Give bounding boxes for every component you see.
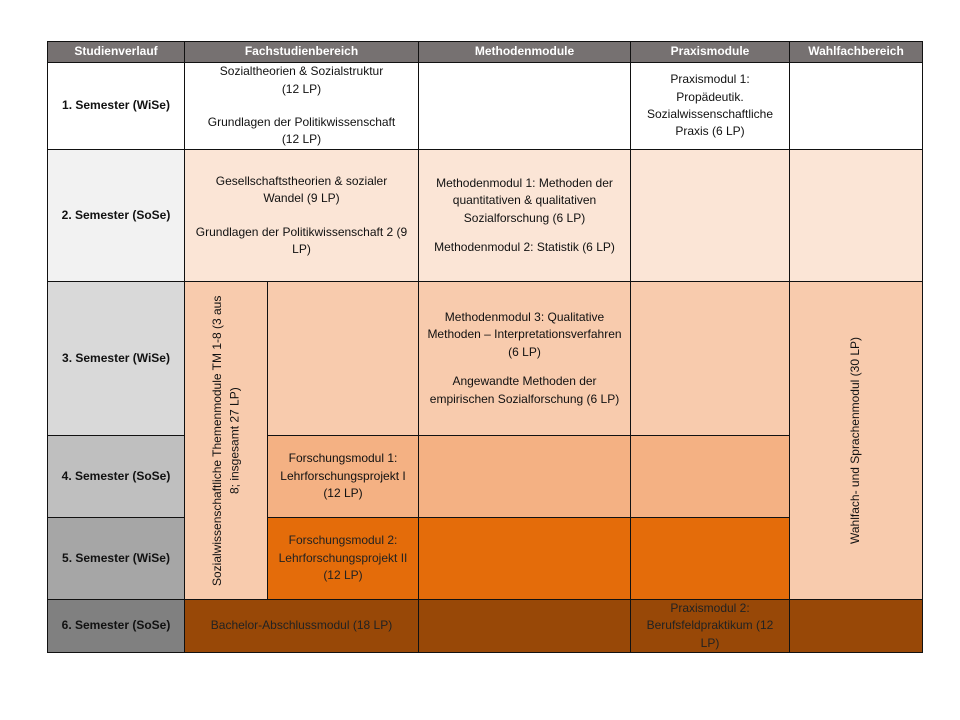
fach-semester-5 [267, 517, 419, 600]
module-themenmodule: Sozialwissenschaftliche Themenmodule TM 1-8 (3 aus 8; insgesamt 27 LP) [209, 295, 241, 586]
themenmodule-cell [184, 281, 268, 600]
header-fachstudienbereich: Fachstudienbereich [184, 41, 419, 63]
praxis-semester-2 [630, 149, 790, 282]
module-forschungsmodul-2: Forschungsmodul 2: Lehrforschungsprojekt II (12 LP) [278, 533, 408, 583]
module-methodenmodul-2: Methodenmodul 2: Statistik (6 LP) [434, 239, 615, 254]
module-angewandte-methoden: Angewandte Methoden der empirischen Sozialforschung (6 LP) [429, 374, 620, 406]
module-gesellschaftstheorien: Gesellschaftstheorien & sozialer Wandel (9 LP) [215, 173, 388, 206]
praxis-semester-5 [630, 517, 790, 600]
wahlfach-cell [789, 281, 923, 600]
module-wahlfach: Wahlfach- und Sprachenmodul (30 LP) [848, 337, 863, 544]
wahl-semester-1 [789, 62, 923, 150]
header-praxismodule: Praxismodule [630, 41, 790, 63]
praxis-semester-4 [630, 435, 790, 518]
study-plan-table [48, 42, 924, 654]
module-sozialtheorien-lp: (12 LP) [281, 81, 322, 96]
header-wahlfachbereich: Wahlfachbereich [789, 41, 923, 63]
fach-semester-4 [267, 435, 419, 518]
praxis-semester-3 [630, 281, 790, 436]
fach-semester-6 [184, 599, 419, 653]
fach-semester-3 [267, 281, 419, 436]
module-praxismodul-1: Praxismodul 1: Propädeutik. Sozialwissenschaftliche Praxis (6 LP) [646, 72, 774, 139]
semester-6-label: 6. Semester (SoSe) [47, 599, 185, 653]
methoden-semester-5 [418, 517, 631, 600]
methoden-semester-2 [418, 149, 631, 282]
module-politikwissenschaft-1: Grundlagen der Politikwissenschaft [207, 115, 396, 129]
semester-5-label: 5. Semester (WiSe) [47, 517, 185, 600]
fach-semester-1 [184, 62, 419, 150]
module-bachelor-abschluss: Bachelor-Abschlussmodul (18 LP) [210, 618, 393, 633]
semester-3-label: 3. Semester (WiSe) [47, 281, 185, 436]
semester-4-label: 4. Semester (SoSe) [47, 435, 185, 518]
module-praxismodul-2: Praxismodul 2: Berufsfeldpraktikum (12 LP) [646, 600, 774, 650]
methoden-semester-6 [418, 599, 631, 653]
module-methodenmodul-3: Methodenmodul 3: Qualitative Methoden – Interpretationsverfahren (6 LP) [427, 310, 622, 359]
methoden-semester-1 [418, 62, 631, 150]
methoden-semester-4 [418, 435, 631, 518]
semester-2-label: 2. Semester (SoSe) [47, 149, 185, 282]
module-methodenmodul-1: Methodenmodul 1: Methoden der quantitativen & qualitativen Sozialforschung (6 LP) [436, 175, 613, 225]
methoden-semester-3 [418, 281, 631, 436]
header-studienverlauf: Studienverlauf [47, 41, 185, 63]
praxis-semester-6 [630, 599, 790, 653]
module-forschungsmodul-1: Forschungsmodul 1: Lehrforschungsprojekt I (12 LP) [280, 451, 406, 501]
header-methodenmodule: Methodenmodule [418, 41, 631, 63]
praxis-semester-1 [630, 62, 790, 150]
module-sozialtheorien: Sozialtheorien & Sozialstruktur [219, 64, 384, 79]
semester-1-label: 1. Semester (WiSe) [47, 62, 185, 150]
wahl-semester-2 [789, 149, 923, 282]
wahl-semester-6 [789, 599, 923, 653]
module-politikwissenschaft-2: Grundlagen der Politikwissenschaft 2 (9 LP) [195, 224, 408, 256]
fach-semester-2 [184, 149, 419, 282]
module-politikwissenschaft-1-lp: (12 LP) [281, 132, 322, 147]
